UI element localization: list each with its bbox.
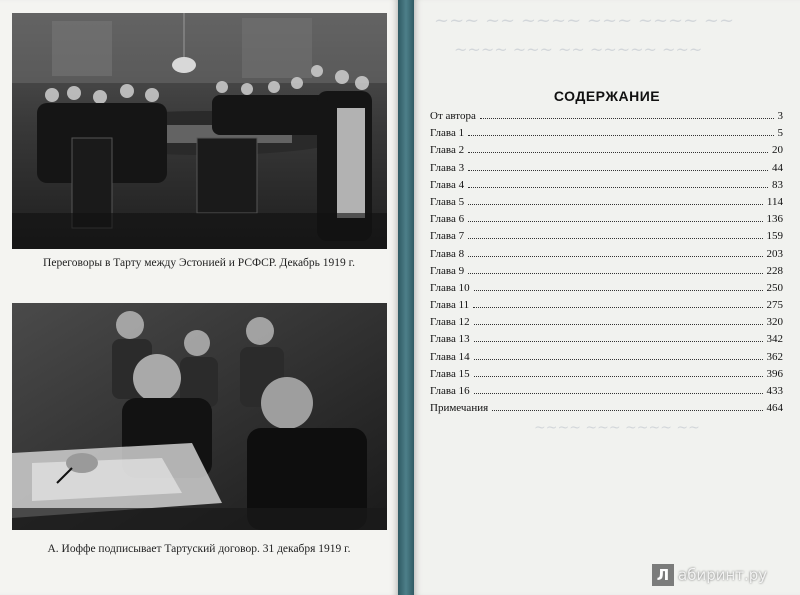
toc-leader-dots xyxy=(468,187,768,188)
toc-entry-page: 433 xyxy=(766,385,783,397)
labirint-logo-icon: Л xyxy=(652,564,674,586)
toc-entry-page: 362 xyxy=(766,350,783,363)
toc-entry-label: Глава 6 xyxy=(430,213,465,226)
toc-entry-label: Глава 4 xyxy=(430,178,465,191)
toc-leader-dots xyxy=(468,170,768,171)
toc-entry xyxy=(430,351,783,368)
toc-entry xyxy=(430,316,783,333)
toc-leader-dots xyxy=(474,290,763,291)
caption-negotiations: Переговоры в Тарту между Эстонией и РСФСР. Декабрь 1919 г. xyxy=(43,257,355,269)
toc-entry-label: Глава 9 xyxy=(430,264,465,277)
toc-entry xyxy=(430,248,783,265)
toc-entry xyxy=(430,368,783,385)
toc-entry-page: 159 xyxy=(766,230,783,243)
labirint-watermark xyxy=(652,562,792,588)
toc-entry-page: 250 xyxy=(766,281,783,294)
toc-leader-dots xyxy=(468,256,762,257)
right-page xyxy=(414,0,800,595)
toc-entry-label: Глава 2 xyxy=(430,144,465,157)
toc-entry-page: 44 xyxy=(772,161,783,174)
toc-entry-label: Глава 15 xyxy=(430,367,470,380)
show-through-handwriting: ~~~ ~~ ~~~~ ~~~ ~~~~ ~~ xyxy=(434,10,735,31)
watermark-text: абиринт.ру xyxy=(678,566,768,584)
toc-leader-dots xyxy=(474,376,763,377)
toc-entry-page: 396 xyxy=(766,367,783,380)
toc-entry-page: 83 xyxy=(772,178,783,191)
toc-entry xyxy=(430,162,783,179)
toc-leader-dots xyxy=(474,393,763,394)
toc-entry-label: Глава 1 xyxy=(430,127,465,140)
toc-entry-page: 20 xyxy=(772,144,783,157)
toc-leader-dots xyxy=(480,118,774,119)
toc-entry-page: 275 xyxy=(766,299,783,312)
toc-entry xyxy=(430,282,783,299)
toc-entry-label: Глава 16 xyxy=(430,385,470,397)
toc-entry-label: Глава 14 xyxy=(430,350,470,363)
caption-signing: А. Иоффе подписывает Тартуский договор. 31 декабря 1919 г. xyxy=(47,543,351,555)
toc-leader-dots xyxy=(468,273,762,274)
toc-leader-dots xyxy=(468,204,763,205)
toc-entry xyxy=(430,144,783,161)
toc-leader-dots xyxy=(474,359,763,360)
toc-leader-dots xyxy=(492,410,762,411)
toc-entry-label: Глава 13 xyxy=(430,333,470,346)
toc-title: СОДЕРЖАНИЕ xyxy=(553,88,661,104)
photo-signing xyxy=(12,303,387,530)
toc-entry xyxy=(430,402,783,419)
toc-entry xyxy=(430,230,783,247)
toc-entry-label: Глава 7 xyxy=(430,230,465,243)
toc-entry xyxy=(430,110,783,127)
left-page xyxy=(0,0,398,595)
toc-entry xyxy=(430,213,783,230)
toc-entry xyxy=(430,196,783,213)
toc-entry-label: Глава 11 xyxy=(430,299,470,312)
toc-leader-dots xyxy=(473,307,762,308)
toc-entry-page: 114 xyxy=(766,195,783,208)
toc-entry-label: Глава 12 xyxy=(430,316,470,329)
toc-leader-dots xyxy=(474,324,763,325)
toc-entry-label: Глава 5 xyxy=(430,195,465,208)
toc-leader-dots xyxy=(468,135,773,136)
show-through-handwriting: ~~~~ ~~~ ~~~~ ~~ xyxy=(534,420,700,436)
toc-entry-label: Глава 3 xyxy=(430,161,465,174)
toc-leader-dots xyxy=(474,341,763,342)
toc-leader-dots xyxy=(468,238,762,239)
toc-entry-label: От автора xyxy=(430,110,476,122)
photo-negotiations xyxy=(12,13,387,249)
toc-entry-page: 464 xyxy=(766,402,783,415)
toc-entry-page: 5 xyxy=(777,127,783,140)
toc-leader-dots xyxy=(468,221,762,222)
toc-entry xyxy=(430,179,783,196)
toc-entry-label: Примечания xyxy=(430,402,489,415)
toc-entry xyxy=(430,127,783,144)
toc-entry-label: Глава 10 xyxy=(430,281,470,294)
toc-entry xyxy=(430,333,783,350)
toc-entry xyxy=(430,385,783,402)
toc-entry-page: 203 xyxy=(766,247,783,260)
toc-entry-label: Глава 8 xyxy=(430,247,465,260)
show-through-handwriting: ~~~~ ~~~ ~~ ~~~~~ ~~~ xyxy=(454,40,703,59)
book-gutter xyxy=(398,0,414,595)
toc-entry-page: 228 xyxy=(766,264,783,277)
toc-entry-page: 136 xyxy=(766,213,783,226)
table-of-contents xyxy=(430,110,783,419)
toc-entry-page: 320 xyxy=(766,316,783,329)
toc-leader-dots xyxy=(468,152,768,153)
toc-entry-page: 342 xyxy=(766,333,783,346)
toc-entry-page: 3 xyxy=(777,110,783,122)
toc-entry xyxy=(430,265,783,282)
toc-entry xyxy=(430,299,783,316)
